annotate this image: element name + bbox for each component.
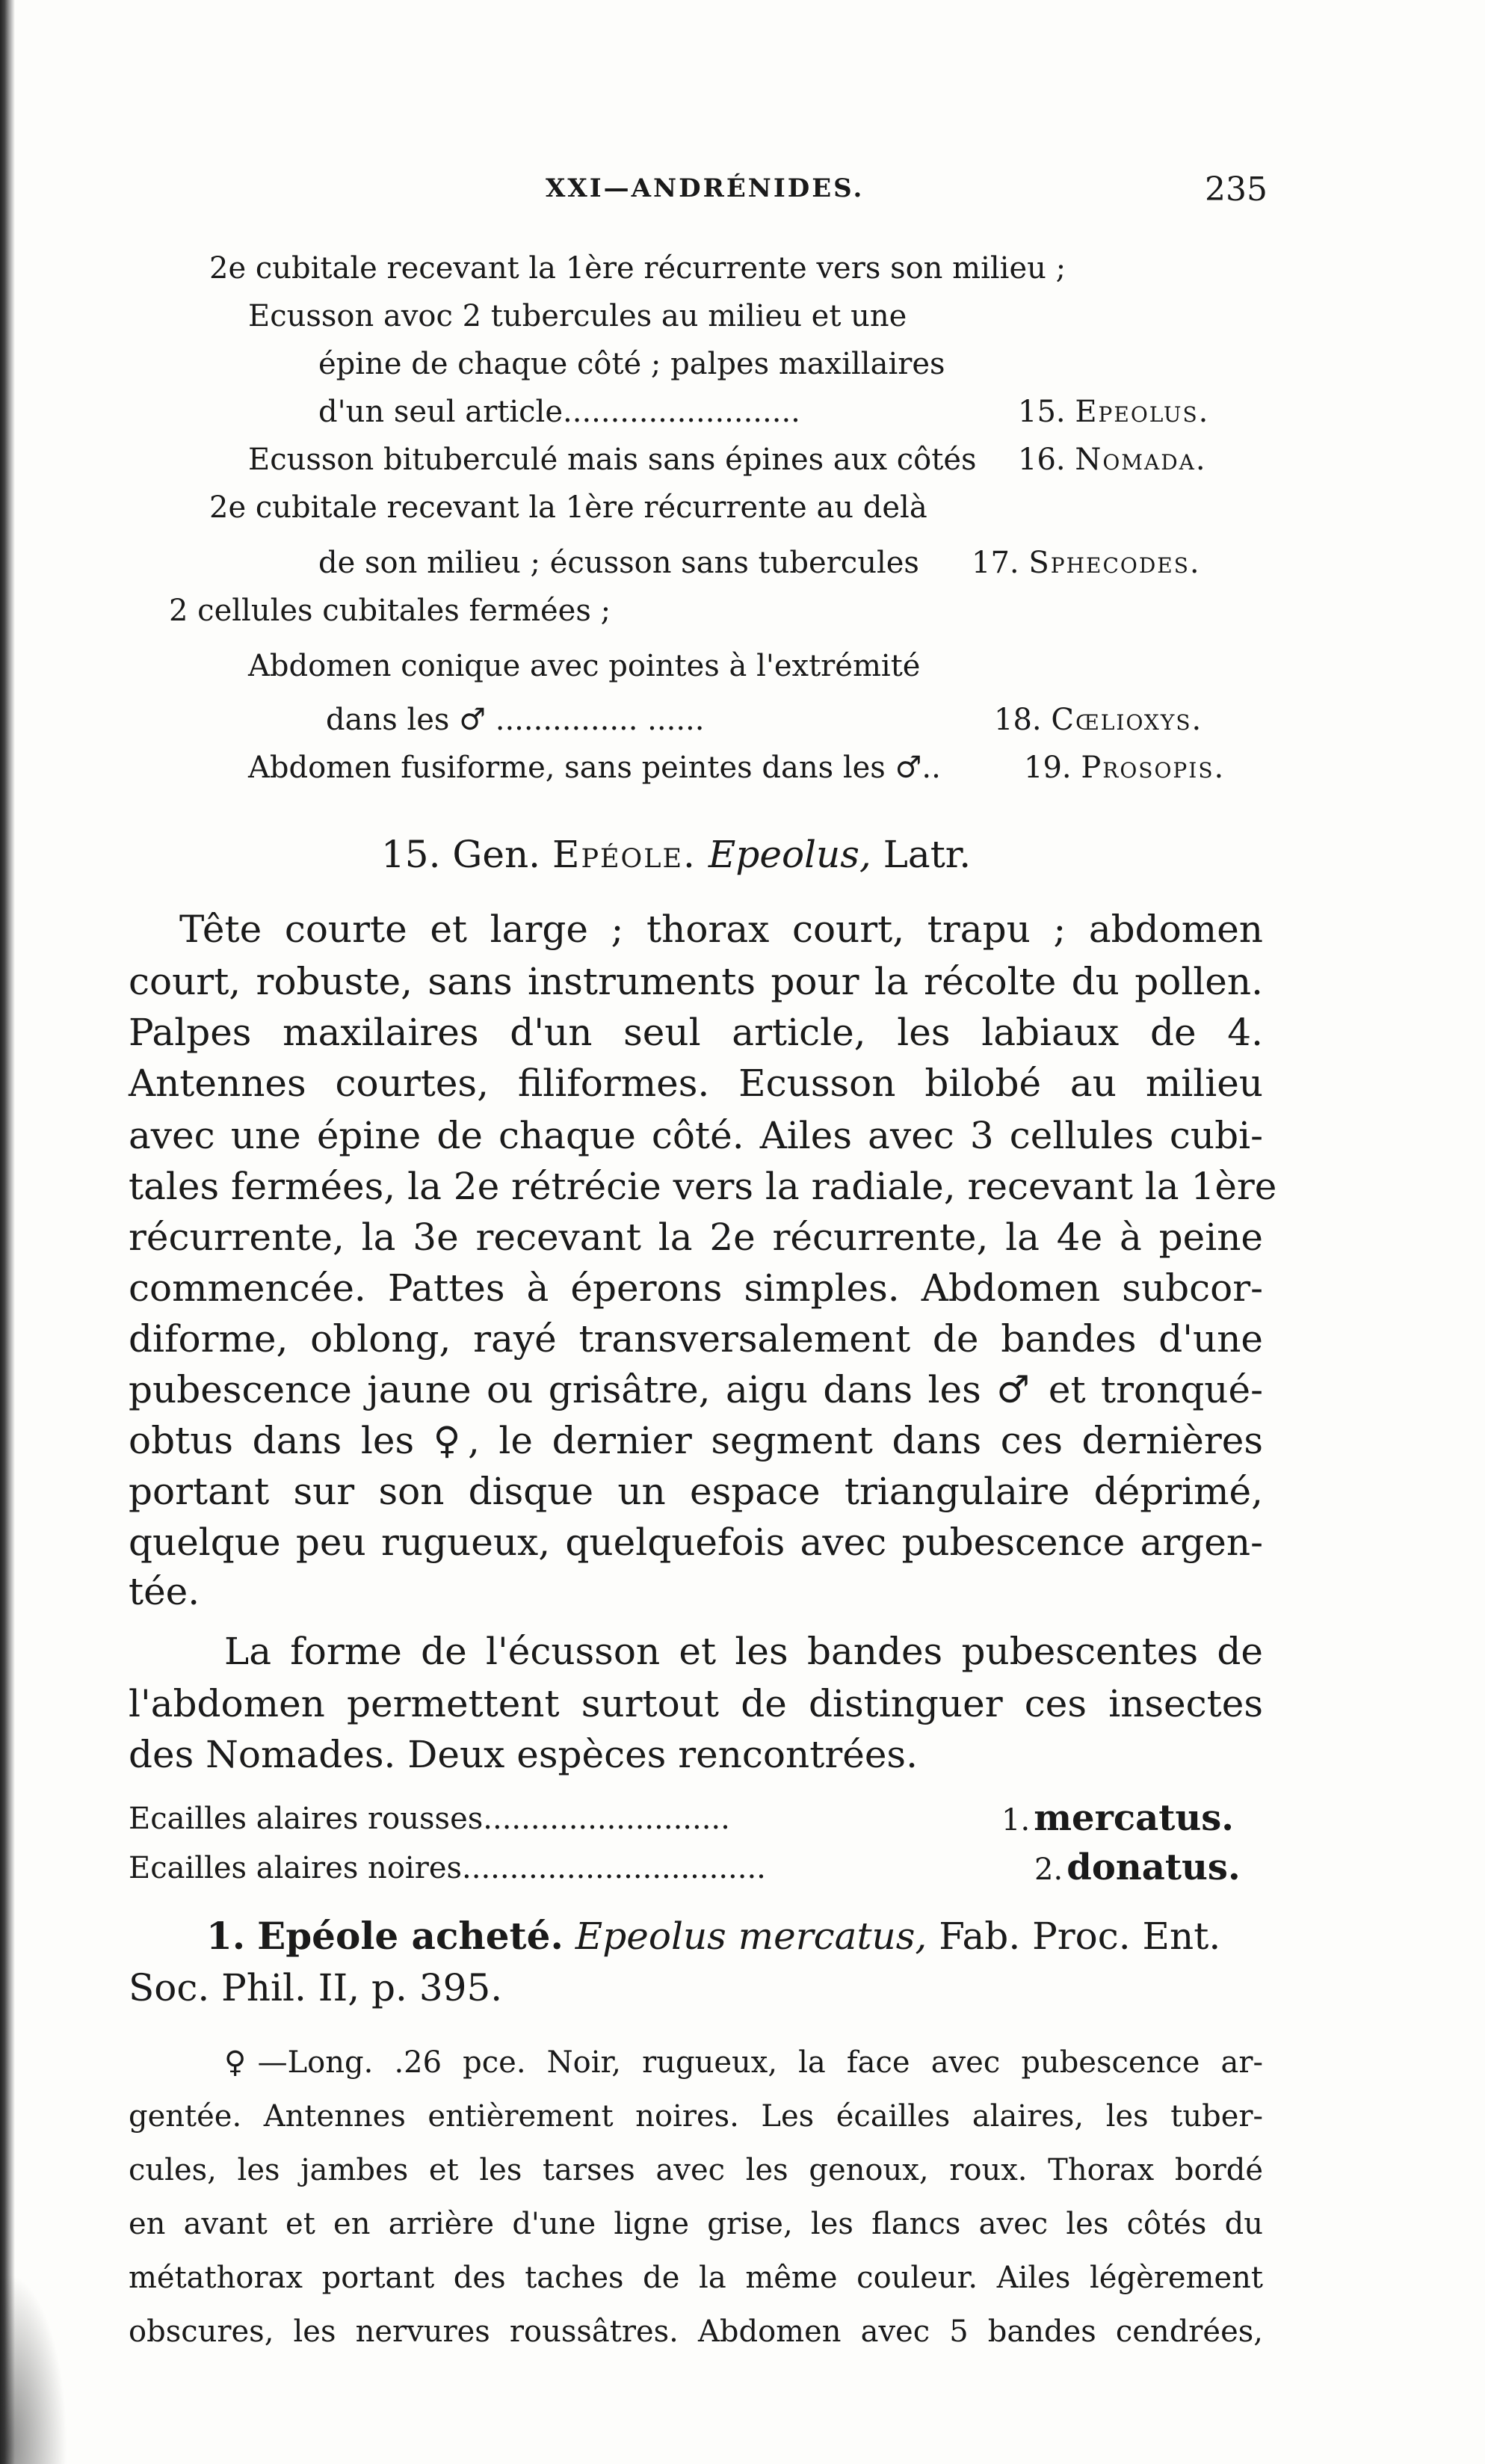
genus-name: Prosopis.	[1081, 751, 1226, 785]
running-head: XXI—ANDRÉNIDES.	[546, 173, 865, 203]
desc-line-5: avec une épine de chaque côté. Ailes avec 3 cellules cubi-	[129, 1114, 1263, 1157]
species-latin-name: Epeolus mercatus,	[575, 1915, 927, 1958]
key-line-2: Ecusson avoc 2 tubercules au milieu et une	[248, 299, 907, 333]
key-line-11-result	[1024, 751, 1225, 785]
genus-latin-name: Epeolus,	[708, 833, 871, 876]
species-number: 1.	[206, 1914, 246, 1958]
desc-line-7: récurrente, la 3e recevant la 2e récurrente, la 4e à peine	[129, 1216, 1263, 1259]
desc-line-11: obtus dans les ♀, le dernier segment dans ces dernières	[129, 1419, 1263, 1462]
key-number: 17.	[972, 546, 1019, 580]
species-key-line-1-result	[1001, 1797, 1234, 1839]
desc-line-12: portant sur son disque un espace triangulaire déprimé,	[129, 1470, 1263, 1513]
genus-author: Latr.	[883, 833, 972, 876]
desc-line-14: tée.	[129, 1570, 200, 1613]
species-desc-line-3: cules, les jambes et les tarses avec les genoux, roux. Thorax bordé	[129, 2153, 1263, 2187]
species-desc-line-4: en avant et en arrière d'une ligne grise, les flancs avec les côtés du	[129, 2207, 1263, 2241]
key-line-3: épine de chaque côté ; palpes maxillaires	[318, 347, 945, 381]
species-key-line-2: Ecailles alaires noires................................	[129, 1851, 766, 1885]
genus-prefix: 15. Gen.	[381, 833, 541, 876]
desc-line-9: diforme, oblong, rayé transversalement de bandes d'une	[129, 1317, 1263, 1361]
genus-heading	[381, 833, 971, 876]
key-line-5: Ecusson bituberculé mais sans épines aux côtés	[248, 443, 977, 477]
desc-line-3: Palpes maxilaires d'un seul article, les labiaux de 4.	[129, 1011, 1263, 1054]
species-key-name: donatus.	[1066, 1847, 1241, 1888]
species-key-name: mercatus.	[1034, 1797, 1235, 1839]
key-line-4	[318, 395, 800, 429]
key-number: 18.	[994, 703, 1042, 737]
key-line-4-result	[1018, 395, 1209, 429]
species-desc-line-1: ♀—Long. .26 pce. Noir, rugueux, la face avec pubescence ar-	[224, 2045, 1263, 2080]
desc-line-13: quelque peu rugueux, quelquefois avec pubescence argen-	[129, 1521, 1263, 1564]
page-number: 235	[1205, 170, 1268, 209]
key-line-5-result	[1018, 443, 1207, 477]
desc-line-4: Antennes courtes, filiformes. Ecusson bilobé au milieu	[129, 1062, 1263, 1105]
key-line-11: Abdomen fusiforme, sans peintes dans les ♂..	[248, 751, 941, 785]
desc-line-6: tales fermées, la 2e rétrécie vers la radiale, recevant la 1ère	[129, 1165, 1277, 1208]
species-desc-line-5: métathorax portant des taches de la même couleur. Ailes légèrement	[129, 2261, 1263, 2295]
genus-name: Sphecodes.	[1028, 546, 1201, 580]
species-key-line-1: Ecailles alaires rousses..........................	[129, 1802, 730, 1836]
species-desc-line-2: gentée. Antennes entièrement noires. Les écailles alaires, les tuber-	[129, 2099, 1263, 2134]
genus-name: Nomada.	[1075, 443, 1207, 477]
species-key-number: 1.	[1001, 1803, 1031, 1838]
key-line-6: 2e cubitale recevant la 1ère récurrente au delà	[209, 490, 927, 525]
species-key-line-2-result	[1034, 1847, 1241, 1888]
key-line-10-result	[994, 703, 1202, 737]
species-heading	[206, 1914, 1220, 1958]
genus-name: Cœlioxys.	[1051, 703, 1203, 737]
desc-line-2: court, robuste, sans instruments pour la récolte du pollen.	[129, 960, 1263, 1003]
key-line-9: Abdomen conique avec pointes à l'extrémité	[248, 649, 921, 683]
key-number: 19.	[1024, 751, 1072, 785]
key-line-7-result	[972, 546, 1201, 580]
species-reference-line-2: Soc. Phil. II, p. 395.	[129, 1966, 503, 2009]
species-desc-line-6: obscures, les nervures roussâtres. Abdomen avec 5 bandes cendrées,	[129, 2314, 1263, 2349]
key-number: 16.	[1018, 443, 1066, 477]
desc-line-1: Tête courte et large ; thorax court, trapu ; abdomen	[179, 908, 1263, 951]
desc-line-10: pubescence jaune ou grisâtre, aigu dans les ♂ et tronqué-	[129, 1368, 1263, 1411]
key-line-7: de son milieu ; écusson sans tubercules	[318, 546, 919, 580]
key-line-10: dans les ♂ ............... ......	[326, 703, 705, 737]
para2-line-3: des Nomades. Deux espèces rencontrées.	[129, 1733, 918, 1776]
key-number: 15.	[1018, 395, 1066, 429]
species-common-name: Epéole acheté.	[257, 1914, 564, 1958]
genus-name: Epeolus.	[1075, 395, 1210, 429]
page-smudge	[0, 2273, 67, 2464]
key-line-4-text: d'un seul article.........................	[318, 395, 800, 429]
para2-line-1: La forme de l'écusson et les bandes pubescentes de	[224, 1630, 1263, 1673]
genus-french-name: Epéole.	[552, 833, 697, 876]
key-line-8: 2 cellules cubitales fermées ;	[169, 594, 611, 628]
desc-line-8: commencée. Pattes à éperons simples. Abdomen subcor-	[129, 1266, 1263, 1310]
species-key-number: 2.	[1034, 1852, 1063, 1887]
para2-line-2: l'abdomen permettent surtout de distinguer ces insectes	[129, 1682, 1263, 1725]
page-binding-edge	[0, 0, 15, 2464]
key-line-1: 2e cubitale recevant la 1ère récurrente vers son milieu ;	[209, 251, 1066, 286]
species-reference: Fab. Proc. Ent.	[939, 1915, 1221, 1958]
